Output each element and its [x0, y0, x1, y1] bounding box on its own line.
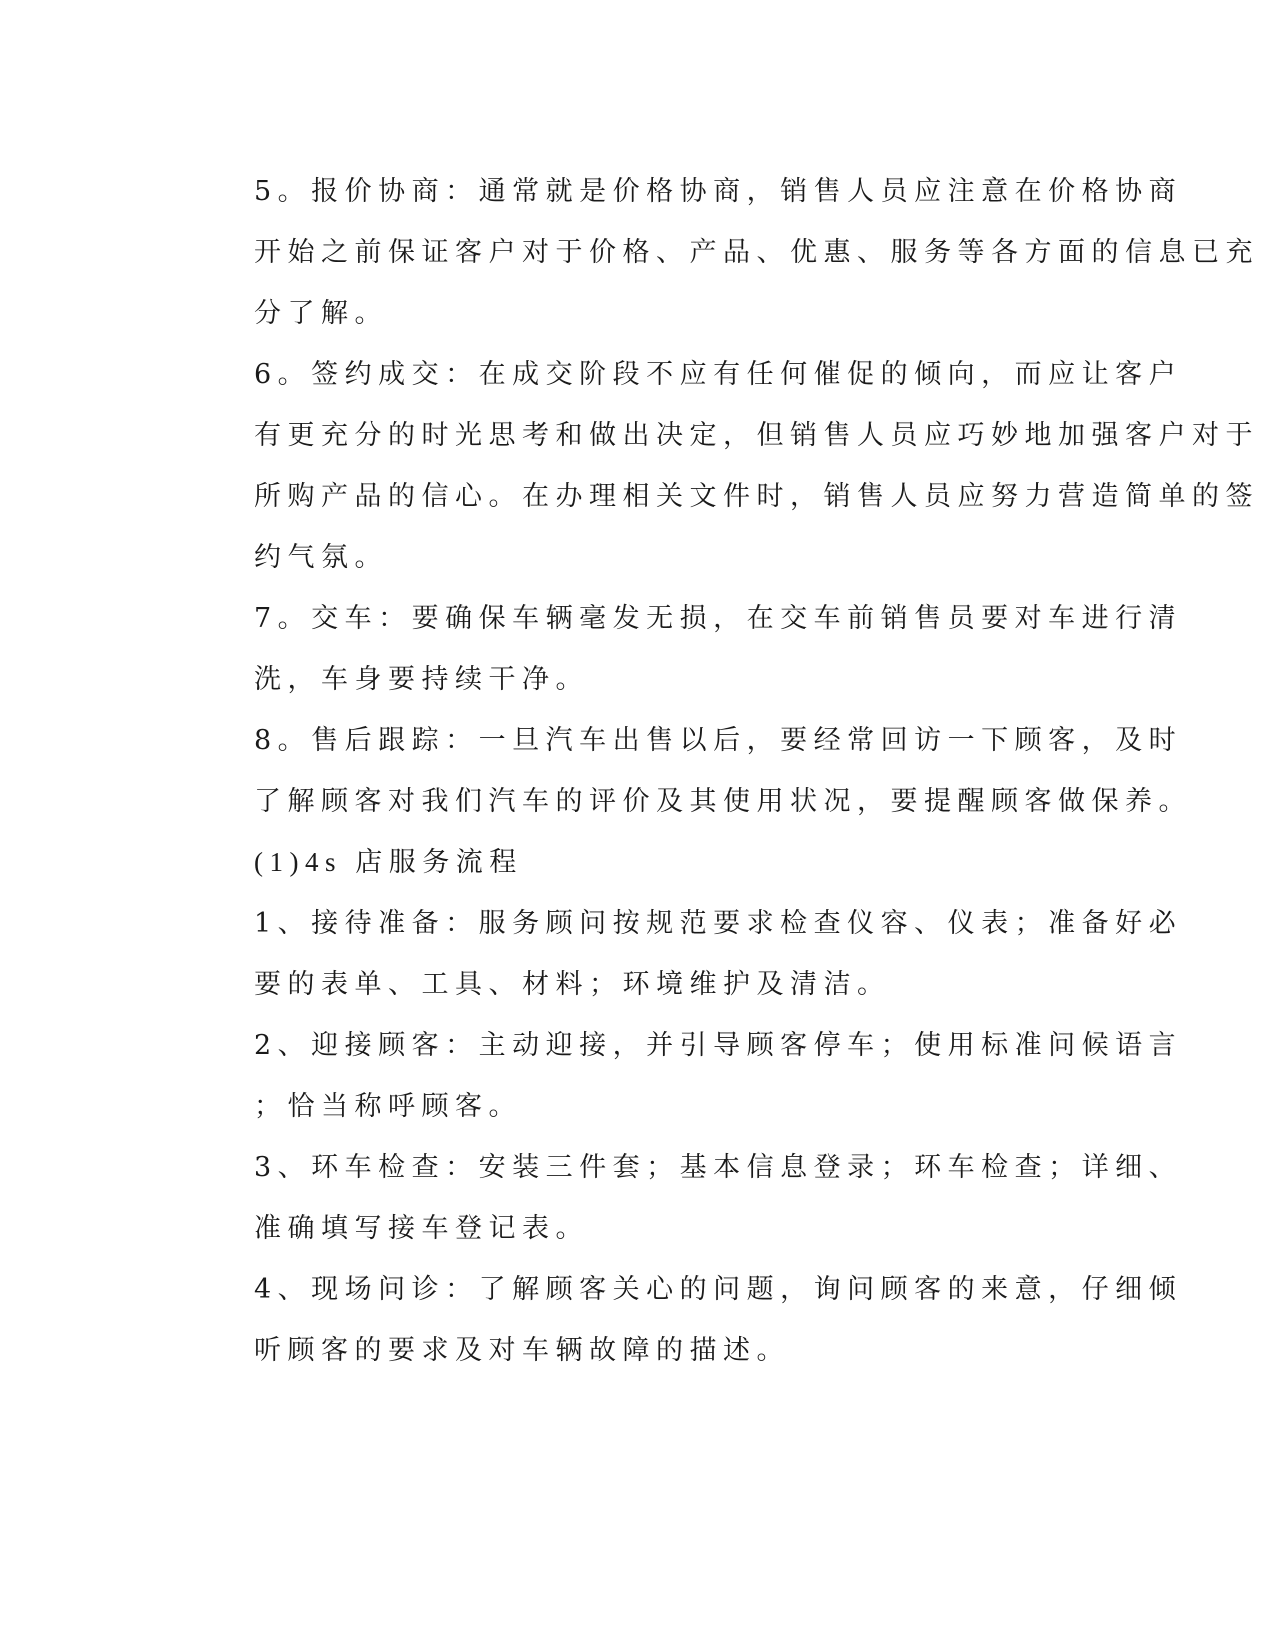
text-line: 准确填写接车登记表。 — [254, 1213, 589, 1244]
text-line: 开始之前保证客户对于价格、产品、优惠、服务等各方面的信息已充 — [254, 237, 1259, 268]
heading-text: (1)4s 店服务流程 — [254, 847, 523, 877]
paragraph-signing-deal — [184, 344, 1259, 588]
paragraph-after-sales — [184, 710, 1192, 832]
text-line: 8。售后跟踪：一旦汽车出售以后，要经常回访一下顾客，及时 — [254, 725, 1183, 756]
paragraph-onsite-diagnosis — [184, 1259, 1183, 1381]
text-line: 了解顾客对我们汽车的评价及其使用状况，要提醒顾客做保养。 — [254, 786, 1192, 817]
text-line: 3、环车检查：安装三件套；基本信息登录；环车检查；详细、 — [254, 1152, 1183, 1183]
text-line: 约气氛。 — [254, 542, 388, 573]
text-line: 要的表单、工具、材料；环境维护及清洁。 — [254, 969, 891, 1000]
paragraph-reception-prep — [184, 893, 1183, 1015]
text-line: 2、迎接顾客：主动迎接，并引导顾客停车；使用标准问候语言 — [254, 1030, 1183, 1061]
paragraph-delivery — [184, 588, 1183, 710]
text-line: 所购产品的信心。在办理相关文件时，销售人员应努力营造简单的签 — [254, 481, 1259, 512]
text-line: 有更充分的时光思考和做出决定，但销售人员应巧妙地加强客户对于 — [254, 420, 1259, 451]
text-line: 听顾客的要求及对车辆故障的描述。 — [254, 1335, 790, 1366]
paragraph-vehicle-inspection — [184, 1137, 1183, 1259]
text-line: 6。签约成交：在成交阶段不应有任何催促的倾向，而应让客户 — [254, 359, 1183, 390]
text-line: 7。交车：要确保车辆毫发无损，在交车前销售员要对车进行清 — [254, 603, 1183, 634]
text-line: 4、现场问诊：了解顾客关心的问题，询问顾客的来意，仔细倾 — [254, 1274, 1183, 1305]
paragraph-quote-negotiation — [184, 161, 1259, 344]
text-line: 洗，车身要持续干净。 — [254, 664, 589, 695]
text-line: 分了解。 — [254, 298, 388, 329]
section-heading-4s-service-process — [184, 832, 1054, 893]
document-body — [184, 161, 1259, 1381]
text-line: 1、接待准备：服务顾问按规范要求检查仪容、仪表；准备好必 — [254, 908, 1183, 939]
paragraph-greeting-customer — [184, 1015, 1183, 1137]
text-line: 5。报价协商：通常就是价格协商，销售人员应注意在价格协商 — [254, 176, 1183, 207]
text-line: ；恰当称呼顾客。 — [254, 1091, 522, 1122]
